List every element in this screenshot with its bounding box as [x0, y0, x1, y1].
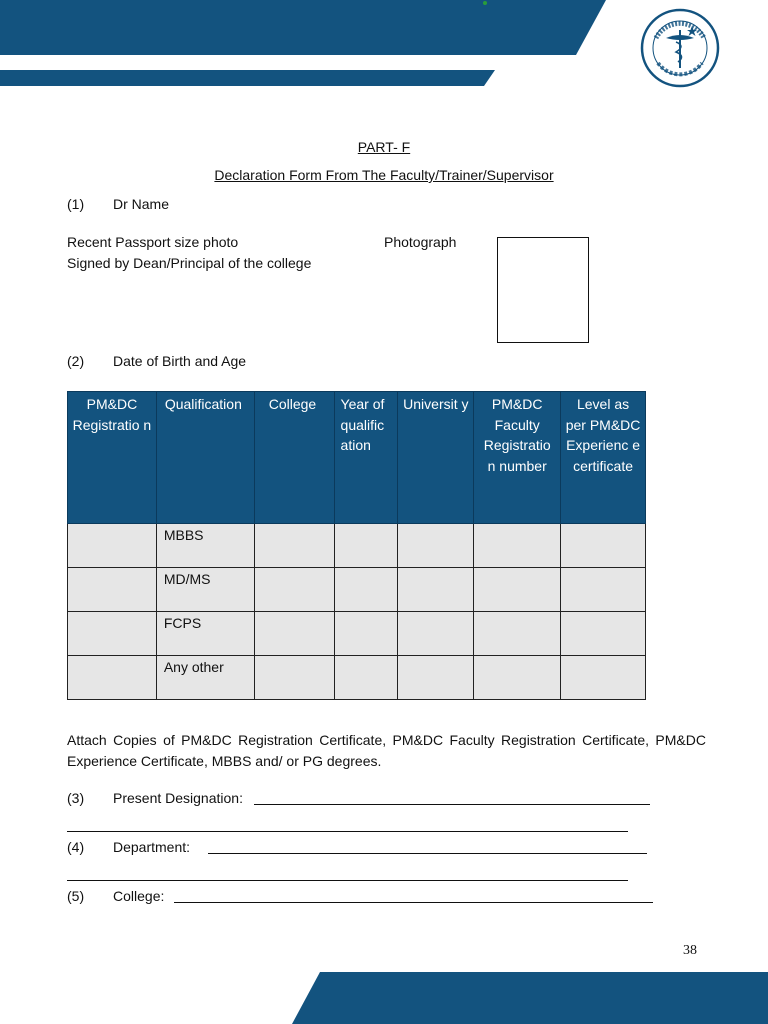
table-cell[interactable]	[561, 568, 646, 612]
col-header-year: Year of qualific ation	[334, 392, 398, 524]
table-row	[68, 524, 646, 568]
present-designation-field-continued[interactable]	[67, 831, 628, 832]
table-cell[interactable]	[561, 656, 646, 700]
table-cell[interactable]	[398, 568, 474, 612]
col-header-level: Level as per PM&DC Experienc e certificate	[561, 392, 646, 524]
col-header-university: Universit y	[398, 392, 474, 524]
college-label: College:	[113, 888, 165, 904]
table-row	[68, 568, 646, 612]
table-cell[interactable]	[334, 568, 398, 612]
college-field[interactable]	[174, 902, 653, 903]
qualification-cell: MD/MS	[156, 568, 254, 612]
table-cell[interactable]	[254, 524, 334, 568]
present-designation-field[interactable]	[254, 804, 650, 805]
table-cell[interactable]	[254, 656, 334, 700]
item3-number: (3)	[67, 790, 85, 806]
col-header-faculty-registration: PM&DC Faculty Registratio n number	[474, 392, 561, 524]
table-cell[interactable]	[474, 568, 561, 612]
table-cell[interactable]	[398, 524, 474, 568]
table-cell[interactable]	[68, 524, 157, 568]
department-field-continued[interactable]	[67, 880, 628, 881]
item1-number: (1)	[67, 196, 85, 212]
qualification-cell: FCPS	[156, 612, 254, 656]
footer-banner	[0, 972, 768, 1024]
item5-number: (5)	[67, 888, 85, 904]
table-cell[interactable]	[254, 568, 334, 612]
table-cell[interactable]	[398, 656, 474, 700]
attach-copies-note: Attach Copies of PM&DC Registration Certificate, PM&DC Faculty Registration Certificate, PM&DC Experience Certificate, MBBS and/ or PG degrees.	[67, 732, 706, 769]
table-header-row	[68, 392, 646, 524]
table-cell[interactable]	[561, 612, 646, 656]
col-header-qualification: Qualification	[156, 392, 254, 524]
table-cell[interactable]	[68, 568, 157, 612]
table-row	[68, 656, 646, 700]
department-label: Department:	[113, 839, 191, 855]
dr-name-label: Dr Name	[113, 196, 170, 212]
table-cell[interactable]	[474, 656, 561, 700]
part-title: PART- F	[357, 139, 411, 155]
department-field[interactable]	[208, 853, 647, 854]
table-cell[interactable]	[561, 524, 646, 568]
present-designation-label: Present Designation:	[113, 790, 243, 806]
photo-note-line1: Recent Passport size photo	[67, 234, 239, 250]
photo-note-line2: Signed by Dean/Principal of the college	[67, 255, 312, 271]
qualification-cell: Any other	[156, 656, 254, 700]
table-cell[interactable]	[474, 612, 561, 656]
table-cell[interactable]	[474, 524, 561, 568]
page-number: 38	[683, 943, 697, 958]
dob-age-label: Date of Birth and Age	[113, 353, 247, 369]
table-cell[interactable]	[68, 612, 157, 656]
form-title: Declaration Form From The Faculty/Trainer/Supervisor	[214, 167, 554, 183]
table-cell[interactable]	[398, 612, 474, 656]
table-row	[68, 612, 646, 656]
qualification-table	[67, 391, 646, 700]
col-header-college: College	[254, 392, 334, 524]
table-cell[interactable]	[254, 612, 334, 656]
table-cell[interactable]	[68, 656, 157, 700]
col-header-pmdc-registration: PM&DC Registratio n	[68, 392, 157, 524]
qualification-cell: MBBS	[156, 524, 254, 568]
council-seal-logo	[640, 8, 720, 88]
photograph-label: Photograph	[384, 234, 457, 250]
item2-number: (2)	[67, 353, 85, 369]
table-cell[interactable]	[334, 524, 398, 568]
table-cell[interactable]	[334, 656, 398, 700]
photograph-box[interactable]	[497, 237, 589, 343]
item4-number: (4)	[67, 839, 85, 855]
table-cell[interactable]	[334, 612, 398, 656]
